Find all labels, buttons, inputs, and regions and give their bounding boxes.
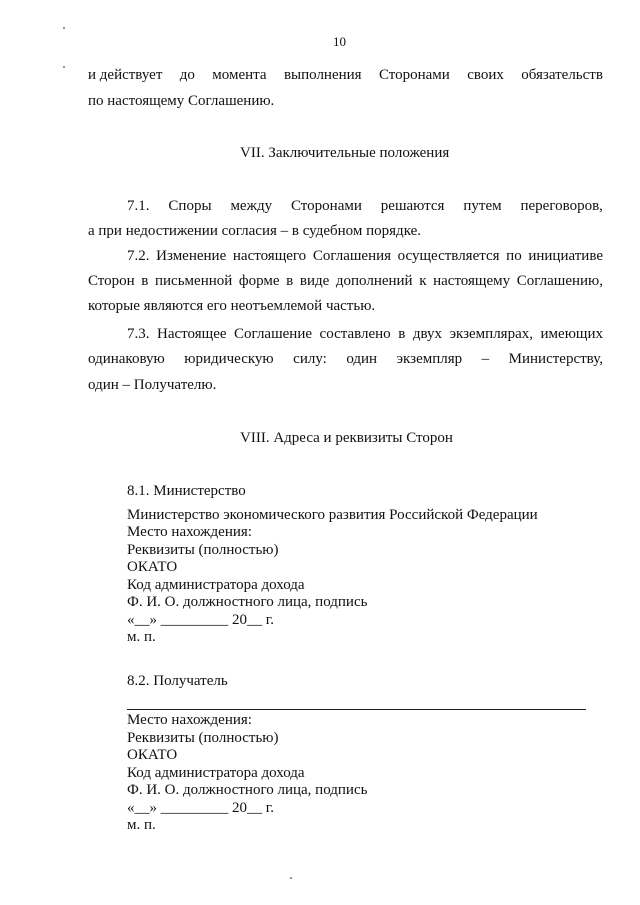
- word: юридическую: [184, 351, 274, 367]
- recipient-requisites: Реквизиты (полностью): [127, 730, 279, 746]
- clause-7-3-line-3: один – Получателю.: [88, 377, 217, 393]
- word: переговоров,: [520, 198, 603, 214]
- scan-speck: [63, 27, 65, 29]
- word: 7.1.: [127, 198, 150, 214]
- word: обязательств: [521, 67, 603, 83]
- recipient-name-line: [127, 709, 586, 710]
- ministry-official-signature: Ф. И. О. должностного лица, подпись: [127, 594, 368, 610]
- ministry-revenue-code: Код администратора дохода: [127, 577, 305, 593]
- word: выполнения: [283, 67, 362, 83]
- word: путем: [463, 198, 502, 214]
- ministry-title: 8.1. Министерство: [127, 483, 246, 499]
- recipient-location: Место нахождения:: [127, 712, 252, 728]
- top-paragraph-line-1: [88, 66, 603, 84]
- word: между: [230, 198, 273, 214]
- word: до: [179, 67, 195, 83]
- clause-7-3-line-1: 7.3. Настоящее Соглашение составлено в двух экземплярах, имеющих: [127, 326, 603, 342]
- word: своих: [467, 67, 504, 83]
- ministry-name: Министерство экономического развития Российской Федерации: [127, 507, 538, 523]
- recipient-date: «__» _________ 20__ г.: [127, 800, 274, 816]
- word: одинаковую: [88, 351, 165, 367]
- recipient-okato: ОКАТО: [127, 747, 178, 763]
- section-7-heading: VII. Заключительные положения: [240, 145, 450, 161]
- recipient-stamp-place: м. п.: [127, 817, 156, 833]
- ministry-location: Место нахождения:: [127, 524, 252, 540]
- clause-7-2-line-2: Сторон в письменной форме в виде дополнений к настоящему Соглашению,: [88, 273, 603, 289]
- word: Споры: [168, 198, 212, 214]
- top-paragraph-line-2: по настоящему Соглашению.: [88, 93, 275, 109]
- clause-7-3-line-2: [88, 350, 603, 368]
- page-number: 10: [333, 34, 346, 49]
- word: Сторонами: [378, 67, 450, 83]
- ministry-date: «__» _________ 20__ г.: [127, 612, 274, 628]
- ministry-requisites: Реквизиты (полностью): [127, 542, 279, 558]
- word: экземпляр: [396, 351, 463, 367]
- clause-7-1-line-1: [127, 197, 603, 215]
- word: –: [481, 351, 490, 367]
- word: Министерству,: [508, 351, 603, 367]
- word: один: [346, 351, 378, 367]
- clause-7-2-line-3: которые являются его неотъемлемой частью.: [88, 298, 376, 314]
- word: Сторонами: [291, 198, 362, 214]
- word: момента: [212, 67, 267, 83]
- clause-7-2-line-1: 7.2. Изменение настоящего Соглашения осуществляется по инициативе: [127, 248, 603, 264]
- ministry-okato: ОКАТО: [127, 559, 178, 575]
- scan-speck: [63, 66, 65, 68]
- clause-7-1-line-2: а при недостижении согласия – в судебном порядке.: [88, 223, 422, 239]
- recipient-title: 8.2. Получатель: [127, 673, 228, 689]
- ministry-stamp-place: м. п.: [127, 629, 156, 645]
- word: решаются: [380, 198, 445, 214]
- section-8-heading: VIII. Адреса и реквизиты Сторон: [240, 430, 453, 446]
- word: и действует: [88, 67, 163, 83]
- scan-speck: [290, 877, 292, 879]
- recipient-revenue-code: Код администратора дохода: [127, 765, 305, 781]
- word: силу:: [293, 351, 327, 367]
- recipient-official-signature: Ф. И. О. должностного лица, подпись: [127, 782, 368, 798]
